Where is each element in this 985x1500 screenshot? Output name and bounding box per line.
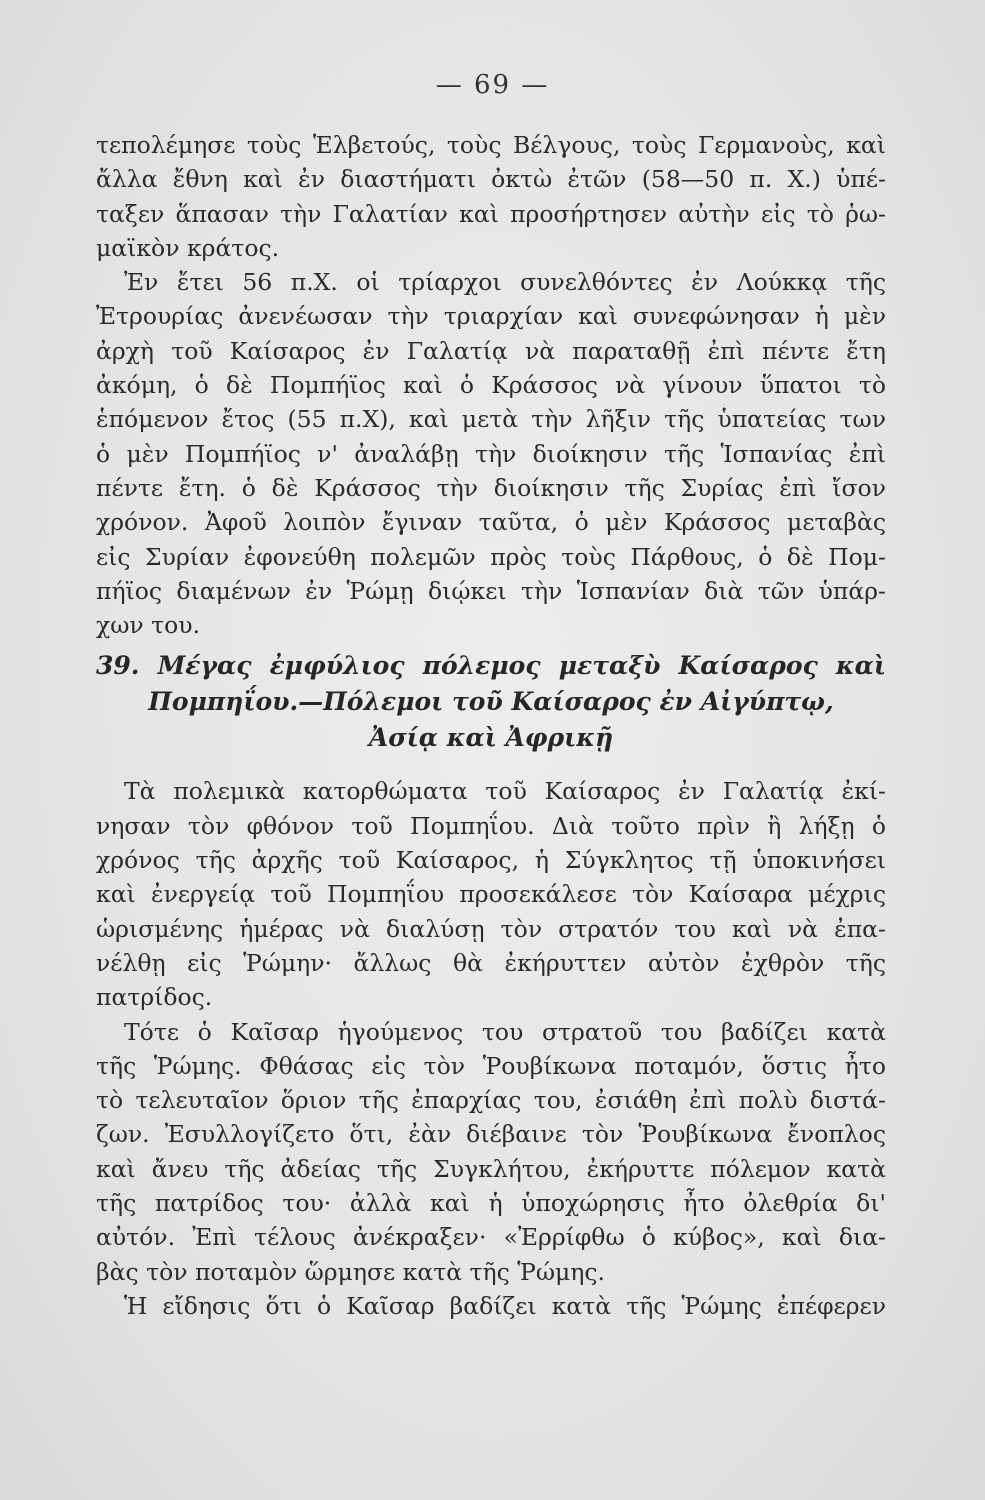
text-line: ἑπόμενον ἔτος (55 π.Χ), καὶ μετὰ τὴν λῆξιν τῆς ὑπατείας των [96, 405, 886, 434]
text-line: ταξεν ἅπασαν τὴν Γαλατίαν καὶ προσήρτησεν αὐτὴν εἰς τὸ ῥω- [96, 199, 886, 228]
text-line: χρόνον. Ἀφοῦ λοιπὸν ἔγιναν ταῦτα, ὁ μὲν Κράσσος μεταβὰς [96, 508, 886, 537]
paragraph-5 [96, 1289, 886, 1323]
text-line: χρόνος τῆς ἀρχῆς τοῦ Καίσαρος, ἡ Σύγκλητος τῇ ὑποκινήσει [96, 846, 886, 875]
text-line: ὁ μὲν Πομπήϊος ν' ἀναλάβῃ τὴν διοίκησιν τῆς Ἱσπανίας ἐπὶ [96, 439, 886, 468]
section-heading [96, 648, 886, 756]
text-line: πέντε ἔτη. ὁ δὲ Κράσσος τὴν διοίκησιν τῆς Συρίας ἐπὶ ἴσον [96, 473, 886, 502]
text-line: εἰς Συρίαν ἐφονεύθη πολεμῶν πρὸς τοὺς Πάρθους, ὁ δὲ Πομ- [96, 542, 886, 571]
text-line: μαϊκὸν κράτος. [96, 233, 280, 262]
heading-line: Ἀσίᾳ καὶ Ἀφρικῇ [368, 723, 614, 753]
page-number: — 69 — [435, 70, 550, 100]
text-line: νέλθῃ εἰς Ῥώμην· ἄλλως θὰ ἐκήρυττεν αὐτὸν ἐχθρὸν τῆς [96, 948, 886, 977]
page-body [96, 128, 886, 1323]
text-line: Ἐν ἔτει 56 π.Χ. οἱ τρίαρχοι συνελθόντες ἐν Λούκκᾳ τῆς [124, 268, 886, 297]
heading-line: Πομπηΐου.—Πόλεμοι τοῦ Καίσαρος ἐν Αἰγύπτῳ, [148, 687, 834, 717]
text-line: ὡρισμένης ἡμέρας νὰ διαλύσῃ τὸν στρατόν του καὶ νὰ ἐπα- [96, 914, 886, 943]
text-line: τὸ τελευταῖον ὅριον τῆς ἐπαρχίας του, ἐσιάθη ἐπὶ πολὺ διστά- [96, 1086, 886, 1115]
text-line: νησαν τὸν φθόνον τοῦ Πομπηΐου. Διὰ τοῦτο πρὶν ἢ λήξῃ ὁ [96, 811, 886, 840]
text-line: χων του. [96, 611, 201, 640]
text-line: καὶ ἄνευ τῆς ἀδείας τῆς Συγκλήτου, ἐκήρυττε πόλεμον κατὰ [96, 1154, 886, 1183]
text-line: ἄλλα ἔθνη καὶ ἐν διαστήματι ὀκτὼ ἐτῶν (58—50 π. Χ.) ὑπέ- [96, 165, 886, 194]
text-line: ἀρχὴ τοῦ Καίσαρος ἐν Γαλατίᾳ νὰ παραταθῇ ἐπὶ πέντε ἔτη [96, 336, 886, 365]
paragraph-3 [96, 774, 886, 1014]
text-line: πήϊος διαμένων ἐν Ῥώμῃ διῴκει τὴν Ἱσπανίαν διὰ τῶν ὑπάρ- [96, 576, 886, 605]
text-line: ἀκόμη, ὁ δὲ Πομπήϊος καὶ ὁ Κράσσος νὰ γίνουν ὕπατοι τὸ [96, 371, 886, 400]
text-line: τῆς πατρίδος του· ἀλλὰ καὶ ἡ ὑποχώρησις ἦτο ὀλεθρία δι' [96, 1189, 886, 1218]
spacer [96, 764, 886, 774]
paragraph-4 [96, 1015, 886, 1289]
text-line: αὐτόν. Ἐπὶ τέλους ἀνέκραξεν· «Ἐρρίφθω ὁ κύβος», καὶ δια- [96, 1223, 886, 1252]
text-line: Ἐτρουρίας ἀνενέωσαν τὴν τριαρχίαν καὶ συνεφώνησαν ἡ μὲν [96, 302, 886, 331]
text-line: Τότε ὁ Καῖσαρ ἡγούμενος του στρατοῦ του βαδίζει κατὰ [124, 1017, 886, 1046]
text-line: τεπολέμησε τοὺς Ἑλβετούς, τοὺς Βέλγους, τοὺς Γερμανοὺς, καὶ [96, 131, 886, 159]
heading-line: 39. Μέγας ἐμφύλιος πόλεμος μεταξὺ Καίσαρος καὶ [96, 651, 886, 681]
text-line: καὶ ἐνεργείᾳ τοῦ Πομπηΐου προσεκάλεσε τὸν Καίσαρα μέχρις [96, 880, 886, 909]
text-line: βὰς τὸν ποταμὸν ὥρμησε κατὰ τῆς Ῥώμης. [96, 1257, 605, 1286]
text-line: πατρίδος. [96, 983, 213, 1012]
text-line: ζων. Ἐσυλλογίζετο ὅτι, ἐὰν διέβαινε τὸν Ῥουβίκωνα ἔνοπλος [96, 1120, 886, 1149]
text-line: τῆς Ῥώμης. Φθάσας εἰς τὸν Ῥουβίκωνα ποταμόν, ὅστις ἦτο [96, 1051, 886, 1080]
paragraph-2 [96, 265, 886, 642]
text-line: Ἡ εἴδησις ὅτι ὁ Καῖσαρ βαδίζει κατὰ τῆς Ῥώμης ἐπέφερεν [124, 1291, 886, 1320]
text-line: Τὰ πολεμικὰ κατορθώματα τοῦ Καίσαρος ἐν Γαλατίᾳ ἐκί- [124, 777, 886, 806]
paragraph-1 [96, 128, 886, 265]
